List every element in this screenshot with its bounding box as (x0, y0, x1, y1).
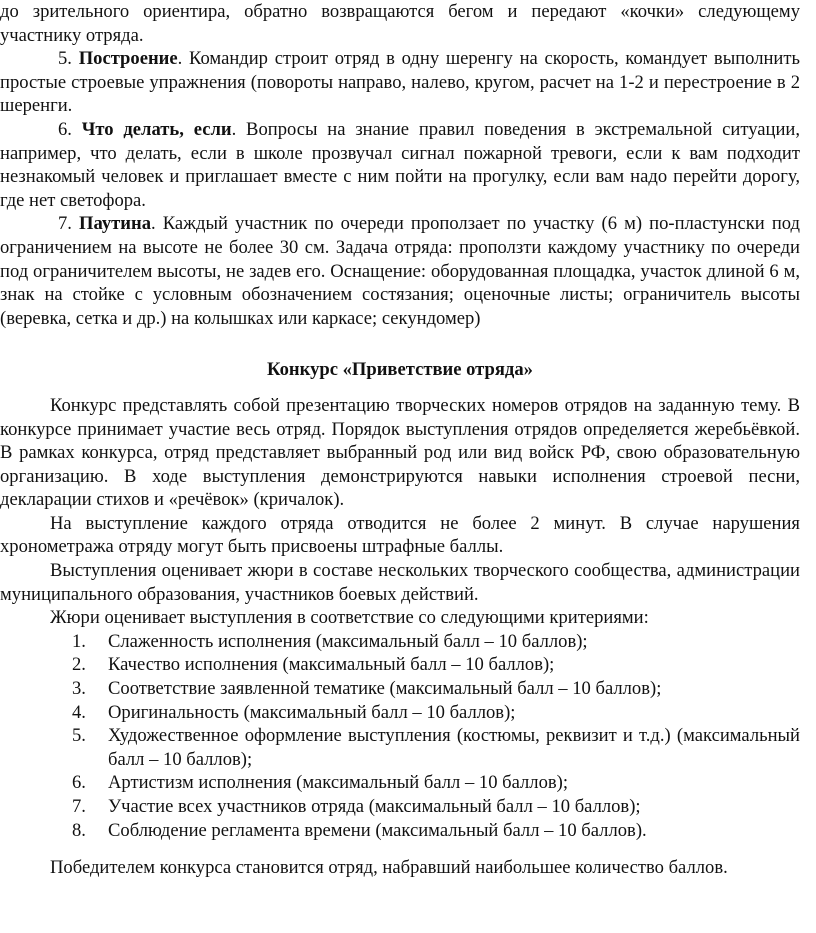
criteria-text: Соответствие заявленной тематике (максимальный балл – 10 баллов); (108, 678, 662, 700)
item-5 (0, 47, 800, 118)
item-title: Построение (78, 48, 178, 70)
criteria-item (72, 795, 800, 819)
criteria-text: Слаженность исполнения (максимальный балл – 10 баллов); (108, 630, 588, 652)
item-title: Что делать, если (81, 118, 232, 140)
section-heading: Конкурс «Приветствие отряда» (267, 359, 533, 381)
item-text: . Каждый участник по очереди проползает по участку (6 м) по-пластунски под ограничением на высоте не более 30 см. Задача отряда: проползти каждому участнику по очереди под ограничителем высоты, не задев его. Оснащение: оборудованная площадка, участок длиной 6 м, знак на стойке с условным обозначением состязания; оценочные листы; ограничитель высоты (веревка, сетка и др.) на колышках или каркасе; секундомер) (0, 213, 800, 329)
criteria-number: 1. (72, 630, 86, 652)
criteria-number: 3. (72, 678, 86, 700)
criteria-number: 4. (72, 701, 86, 723)
criteria-list (0, 630, 800, 842)
criteria-text: Соблюдение регламента времени (максимальный балл – 10 баллов). (108, 819, 647, 841)
criteria-text: Оригинальность (максимальный балл – 10 баллов); (108, 701, 516, 723)
item-text: . Вопросы на знание правил поведения в экстремальной ситуации, например, что делать, если в школе прозвучал сигнал пожарной тревоги, если к вам подходит незнакомый человек и приглашает вместе с ним пойти на прогулку, если вам надо перейти дорогу, где нет светофора. (0, 118, 801, 211)
criteria-text: Артистизм исполнения (максимальный балл – 10 баллов); (108, 772, 569, 794)
criteria-item (72, 677, 800, 701)
criteria-item (72, 701, 800, 725)
criteria-number: 7. (72, 796, 86, 817)
criteria-item (72, 653, 800, 677)
section-paragraph: Конкурс представлять собой презентацию творческих номеров отрядов на заданную тему. В конкурсе принимает участие весь отряд. Порядок выступления отрядов определяется жеребьёвкой. В рамках конкурса, отряд представляет выбранный род или вид войск РФ, свою образовательную организацию. В ходе выступления демонстрируются навыки исполнения строевой песни, декларации стихов и «речёвок» (кричалок). (0, 394, 800, 511)
item-number: 5. (58, 48, 72, 70)
item-7 (0, 212, 800, 330)
criteria-number: 2. (72, 654, 86, 676)
item-number: 7. (58, 213, 72, 235)
paragraph-top-fragment: до зрительного ориентира, обратно возвращаются бегом и передают «кочки» следующему участнику отряда. (0, 1, 800, 46)
item-title: Паутина (79, 213, 152, 235)
criteria-text: Участие всех участников отряда (максимальный балл – 10 баллов); (108, 796, 641, 817)
criteria-item (72, 724, 800, 771)
criteria-number: 5. (72, 725, 86, 747)
item-6 (0, 118, 800, 212)
section-paragraph: На выступление каждого отряда отводится не более 2 минут. В случае нарушения хронометража отряду могут быть присвоены штрафные баллы. (0, 512, 800, 558)
section-paragraph: Выступления оценивает жюри в составе нескольких творческого сообщества, администрации муниципального образования, участников боевых действий. (0, 560, 800, 605)
criteria-item (72, 630, 800, 654)
item-text: . Командир строит отряд в одну шеренгу на скорость, командует выполнить простые строевые упражнения (повороты направо, налево, кругом, расчет на 1-2 и перестроение в 2 шеренги. (0, 48, 800, 117)
criteria-number: 8. (72, 819, 86, 841)
criteria-text: Качество исполнения (максимальный балл – 10 баллов); (108, 654, 555, 676)
criteria-item (72, 771, 800, 795)
criteria-item (72, 819, 800, 843)
criteria-text: Художественное оформление выступления (костюмы, реквизит и т.д.) (максимальный балл – 10 баллов); (108, 725, 800, 770)
final-paragraph: Победителем конкурса становится отряд, набравший наибольшее количество баллов. (50, 857, 728, 879)
item-number: 6. (58, 118, 72, 140)
criteria-number: 6. (72, 772, 86, 794)
section-paragraph: Жюри оценивает выступления в соответствие со следующими критериями: (50, 607, 649, 629)
